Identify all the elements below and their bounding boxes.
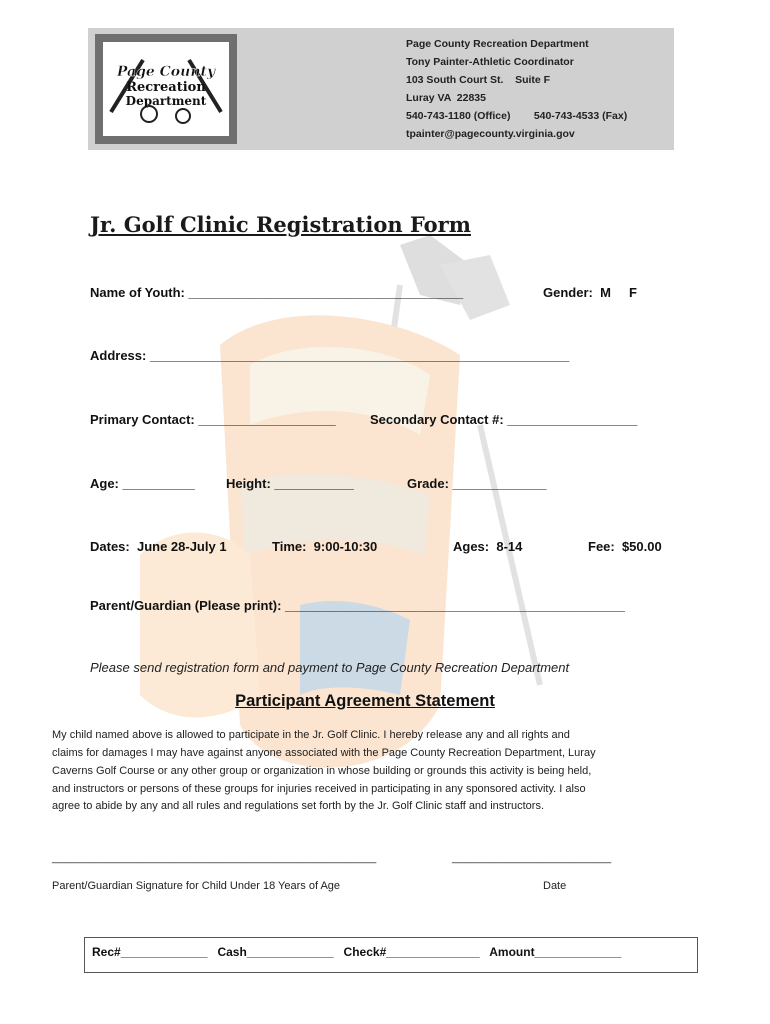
- date-line[interactable]: __________________________: [452, 852, 612, 864]
- agreement-line: claims for damages I may have against anyone associated with the Page County Recreation Department, Luray: [52, 747, 596, 759]
- send-instructions: Please send registration form and payment to Page County Recreation Department: [90, 660, 570, 675]
- agreement-line: agree to abide by any and all rules and regulations set forth by the Jr. Golf Clinic staff and instructors.: [52, 800, 545, 812]
- primary-contact-field[interactable]: Primary Contact: ___________________: [90, 412, 336, 427]
- dates-info: Dates: June 28-July 1: [90, 539, 227, 554]
- date-label: Date: [543, 880, 567, 892]
- agreement-line: My child named above is allowed to participate in the Jr. Golf Clinic. I hereby release any and all rights and: [52, 729, 570, 741]
- height-field[interactable]: Height: ___________: [226, 476, 354, 491]
- contact-org: Page County Recreation Department: [406, 38, 589, 50]
- logo-graphic: [103, 42, 229, 136]
- grade-field[interactable]: Grade: _____________: [407, 476, 547, 491]
- age-field[interactable]: Age: __________: [90, 476, 195, 491]
- agreement-line: and instructors or persons of these groups for injuries received in participating in any sponsored activity. I also: [52, 783, 586, 795]
- signature-label: Parent/Guardian Signature for Child Under 18 Years of Age: [52, 880, 341, 892]
- gender-field[interactable]: Gender: M F: [543, 285, 637, 300]
- department-logo: [103, 42, 229, 136]
- form-title: Jr. Golf Clinic Registration Form: [90, 212, 471, 237]
- secondary-contact-field[interactable]: Secondary Contact #: __________________: [370, 412, 638, 427]
- contact-email: tpainter@pagecounty.virginia.gov: [406, 128, 575, 140]
- name-of-youth-field[interactable]: Name of Youth: ______________________________________: [90, 285, 464, 300]
- agreement-heading: Participant Agreement Statement: [235, 692, 495, 710]
- logo-text-2: Recreation: [126, 80, 206, 95]
- signature-line[interactable]: _____________________________________________________: [52, 852, 377, 864]
- logo-text-1: Page County: [116, 64, 216, 80]
- guardian-name-field[interactable]: Parent/Guardian (Please print): _______________________________________________: [90, 598, 625, 613]
- office-use-fields[interactable]: Rec#_____________ Cash_____________ Check#______________ Amount_____________: [92, 945, 622, 959]
- address-field[interactable]: Address: __________________________________________________________: [90, 348, 570, 363]
- fee-info: Fee: $50.00: [588, 539, 662, 554]
- agreement-line: Caverns Golf Course or any other group or organization in whose building or grounds this activity is being held,: [52, 765, 592, 777]
- logo-text-3: Department: [125, 94, 207, 108]
- ages-info: Ages: 8-14: [453, 539, 523, 554]
- contact-phone: 540-743-1180 (Office) 540-743-4533 (Fax): [406, 110, 628, 122]
- contact-city: Luray VA 22835: [406, 92, 486, 104]
- contact-person: Tony Painter-Athletic Coordinator: [406, 56, 574, 68]
- time-info: Time: 9:00-10:30: [272, 539, 378, 554]
- contact-street: 103 South Court St. Suite F: [406, 74, 551, 86]
